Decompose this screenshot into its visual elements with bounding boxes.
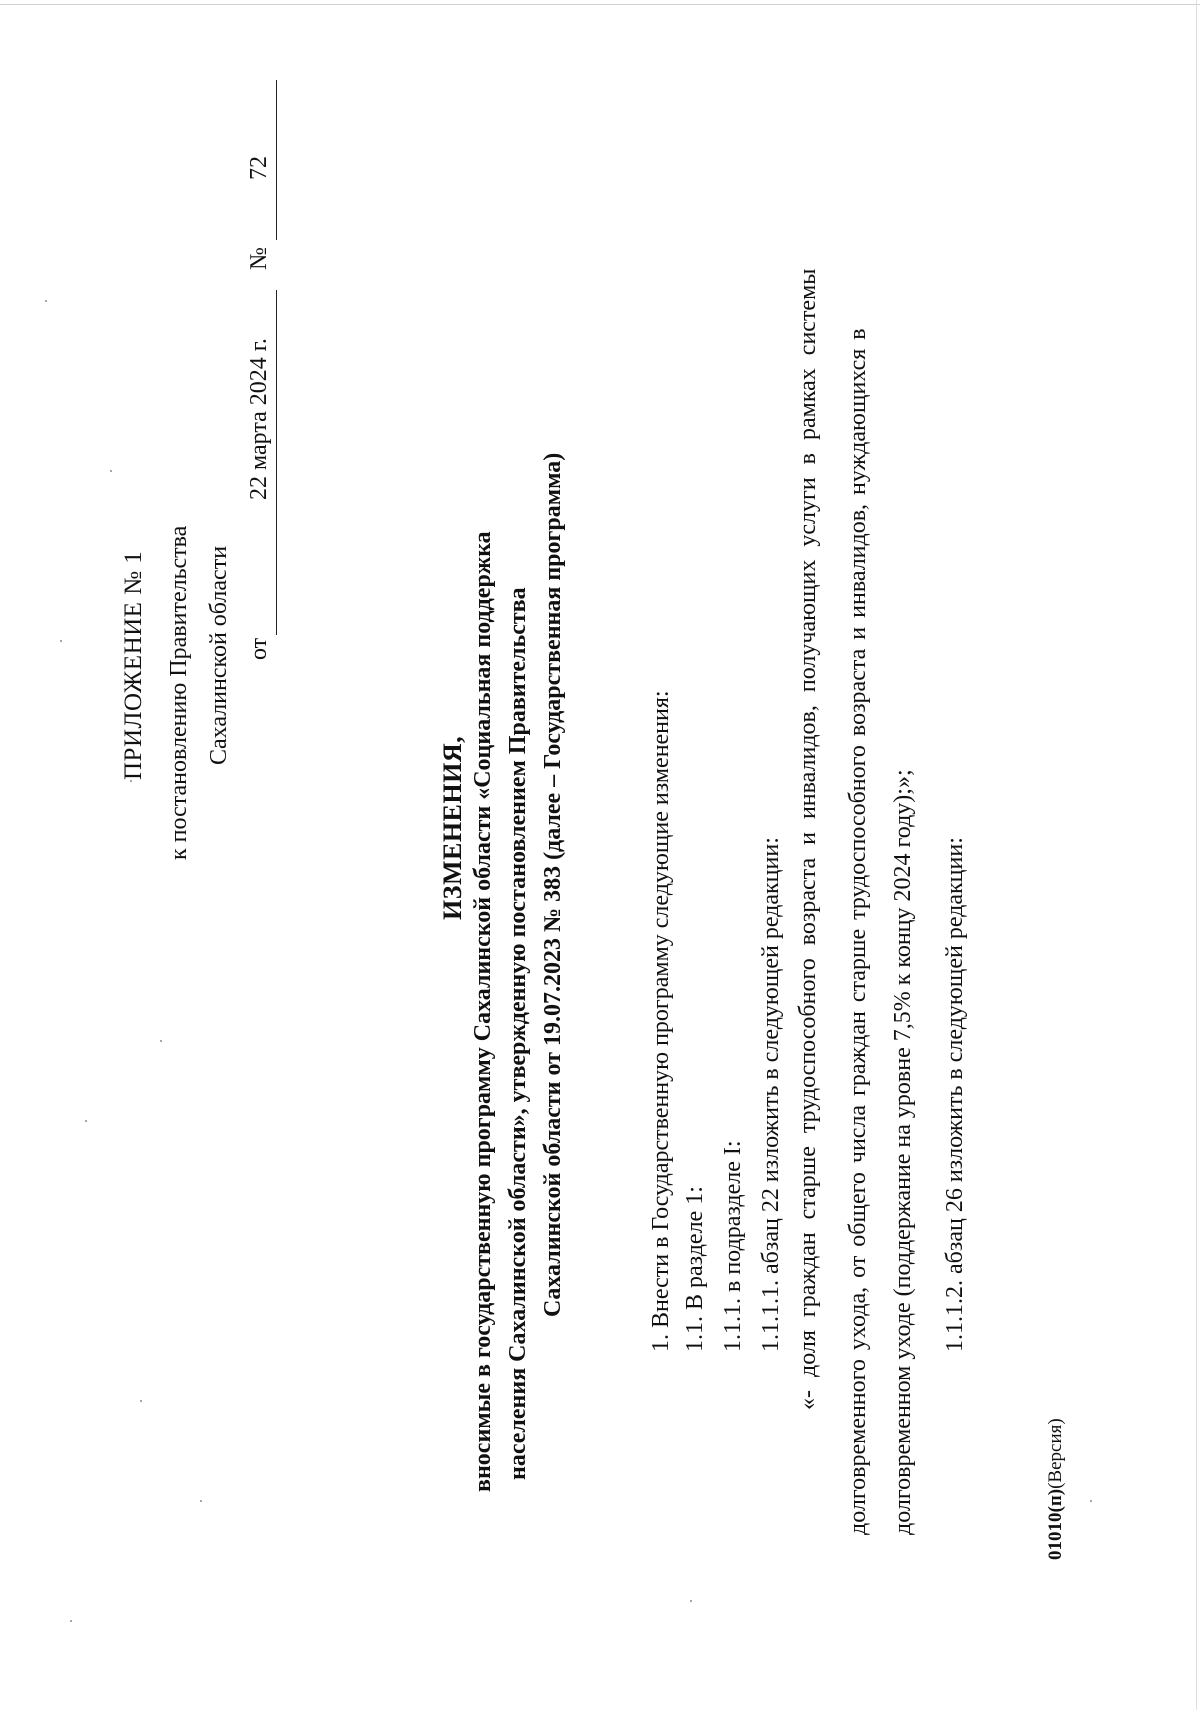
date-underline: [276, 290, 277, 635]
paragraph-1-1-1-2: 1.1.1.2. абзац 26 изложить в следующей редакции:: [942, 837, 968, 1352]
paragraph-1: 1. Внести в Государственную программу следующие изменения:: [648, 690, 674, 1352]
appendix-line-resolution: к постановлению Правительства: [166, 525, 192, 860]
quoted-text-line-2: долговременного ухода, от общего числа граждан старше трудоспособного возраста и инвалидов, нуждающихся в: [845, 328, 871, 1535]
title-line-2: населения Сахалинской области», утвержденную постановлением Правительства: [505, 587, 531, 1480]
quoted-text-line-1: «- доля граждан старше трудоспособного возраста и инвалидов, получающих услуги в рамках системы: [795, 268, 821, 1410]
footer-code-number: 01010(п): [1045, 1488, 1066, 1560]
quoted-text-line-3: долговременном уходе (поддержание на уровне 7,5% к концу 2024 году);»;: [890, 769, 916, 1535]
footer-version: (Версия): [1045, 1418, 1066, 1489]
appendix-number-label: №: [246, 247, 272, 270]
appendix-line-region: Сахалинской области: [206, 545, 232, 765]
paragraph-1-1-1-1: 1.1.1.1. абзац 22 изложить в следующей редакции:: [758, 837, 784, 1352]
appendix-heading: ПРИЛОЖЕНИЕ № 1: [120, 550, 147, 780]
paragraph-1-1-1: 1.1.1. в подразделе I:: [720, 1140, 746, 1352]
appendix-from-label: от: [246, 637, 272, 660]
paragraph-1-1: 1.1. В разделе 1:: [682, 1186, 708, 1352]
number-underline: [276, 80, 277, 240]
footer-code: [1045, 1418, 1067, 1560]
title-line-3: Сахалинской области от 19.07.2023 № 383 (далее – Государственная программа): [540, 452, 566, 1317]
appendix-date: 22 марта 2024 г.: [246, 338, 272, 500]
title-line-1: вносимые в государственную программу Сахалинской области «Социальная поддержка: [470, 531, 496, 1492]
appendix-number: 72: [246, 156, 272, 180]
document-title: ИЗМЕНЕНИЯ,: [438, 735, 467, 920]
